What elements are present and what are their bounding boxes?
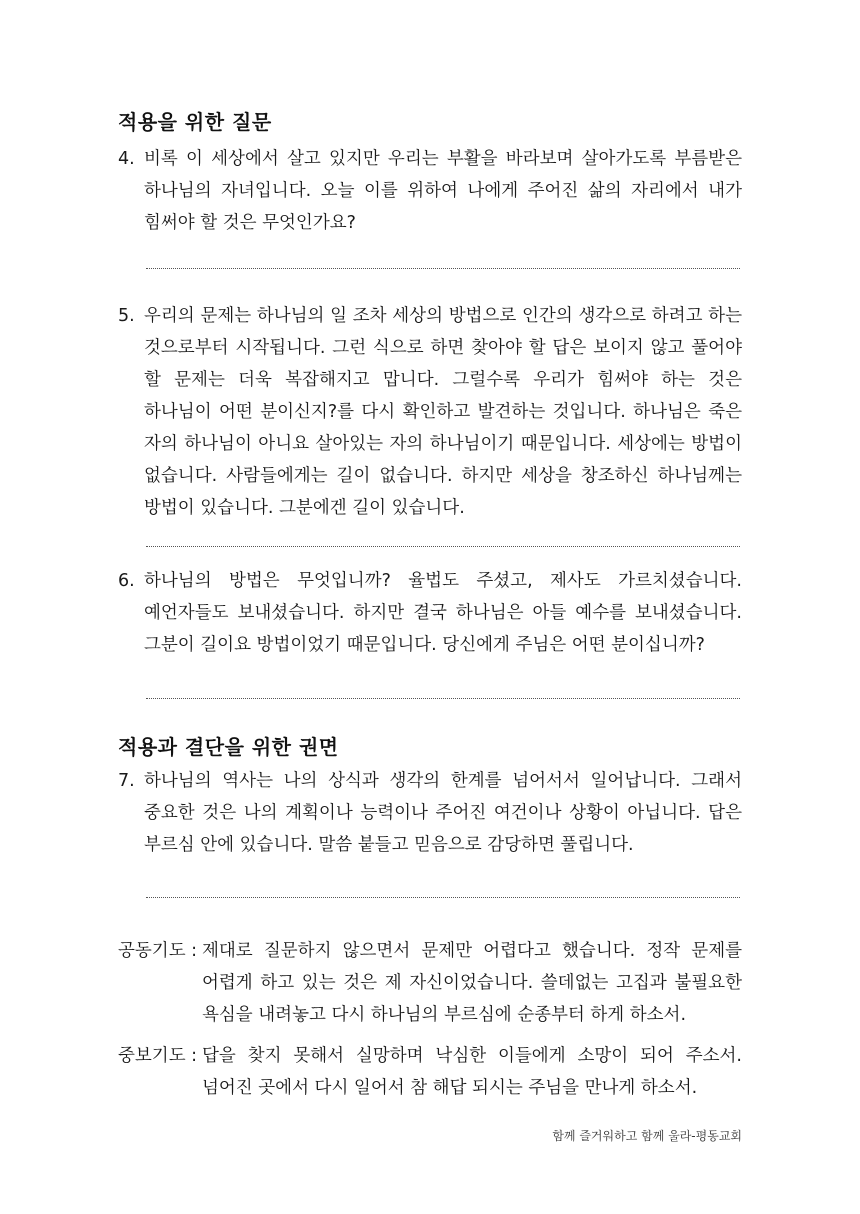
prayer-label: 중보기도 : [118, 1046, 198, 1066]
question-6 [118, 565, 742, 661]
question-text: 하나님의 방법은 무엇입니까? 율법도 주셨고, 제사도 가르치셨습니다. 예언자들도 보내셨습니다. 하지만 결국 하나님은 아들 예수를 보내셨습니다. 그분이 길이요 방법이었기 때문입니다. 당신에게 주님은 어떤 분이십니까? [144, 571, 742, 655]
section-title-application-questions: 적용을 위한 질문 [118, 110, 272, 134]
prayer-text: 답을 찾지 못해서 실망하며 낙심한 이들에게 소망이 되어 주소서. 넘어진 곳에서 다시 일어서 참 해답 되시는 주님을 만나게 하소서. [202, 1046, 742, 1098]
footer-church-slogan: 함께 즐거워하고 함께 울라-평동교회 [552, 1129, 742, 1143]
answer-line[interactable] [146, 897, 740, 898]
question-7 [118, 765, 742, 861]
question-text: 하나님의 역사는 나의 상식과 생각의 한계를 넘어서서 일어납니다. 그래서 중요한 것은 나의 계획이나 능력이나 주어진 여건이나 상황이 아닙니다. 답은 부르심 안에 있습니다. 말씀 붙들고 믿음으로 감당하면 풀립니다. [144, 771, 742, 855]
common-prayer [118, 935, 742, 1031]
section-title-application-decision: 적용과 결단을 위한 권면 [118, 735, 339, 759]
question-number: 6. [118, 571, 135, 591]
question-5 [118, 300, 742, 524]
prayer-label: 공동기도 : [118, 941, 198, 961]
answer-line[interactable] [146, 698, 740, 699]
question-4 [118, 143, 742, 239]
intercessory-prayer [118, 1040, 742, 1104]
prayer-text: 제대로 질문하지 않으면서 문제만 어렵다고 했습니다. 정작 문제를 어렵게 하고 있는 것은 제 자신이었습니다. 쓸데없는 고집과 불필요한 욕심을 내려놓고 다시 하나님의 부르심에 순종부터 하게 하소서. [202, 941, 742, 1025]
question-number: 5. [118, 306, 135, 326]
question-number: 4. [118, 149, 135, 169]
question-text: 비록 이 세상에서 살고 있지만 우리는 부활을 바라보며 살아가도록 부름받은 하나님의 자녀입니다. 오늘 이를 위하여 나에게 주어진 삶의 자리에서 내가 힘써야 할 것은 무엇인가요? [144, 149, 742, 233]
answer-line[interactable] [146, 268, 740, 269]
question-text: 우리의 문제는 하나님의 일 조차 세상의 방법으로 인간의 생각으로 하려고 하는 것으로부터 시작됩니다. 그런 식으로 하면 찾아야 할 답은 보이지 않고 풀어야 할 문제는 더욱 복잡해지고 맙니다. 그럴수록 우리가 힘써야 하는 것은 하나님이 어떤 분이신지?를 다시 확인하고 발견하는 것입니다. 하나님은 죽은 자의 하나님이 아니요 살아있는 자의 하나님이기 때문입니다. 세상에는 방법이 없습니다. 사람들에게는 길이 없습니다. 하지만 세상을 창조하신 하나님께는 방법이 있습니다. 그분에겐 길이 있습니다. [144, 306, 742, 518]
question-number: 7. [118, 771, 135, 791]
answer-line[interactable] [146, 546, 740, 547]
